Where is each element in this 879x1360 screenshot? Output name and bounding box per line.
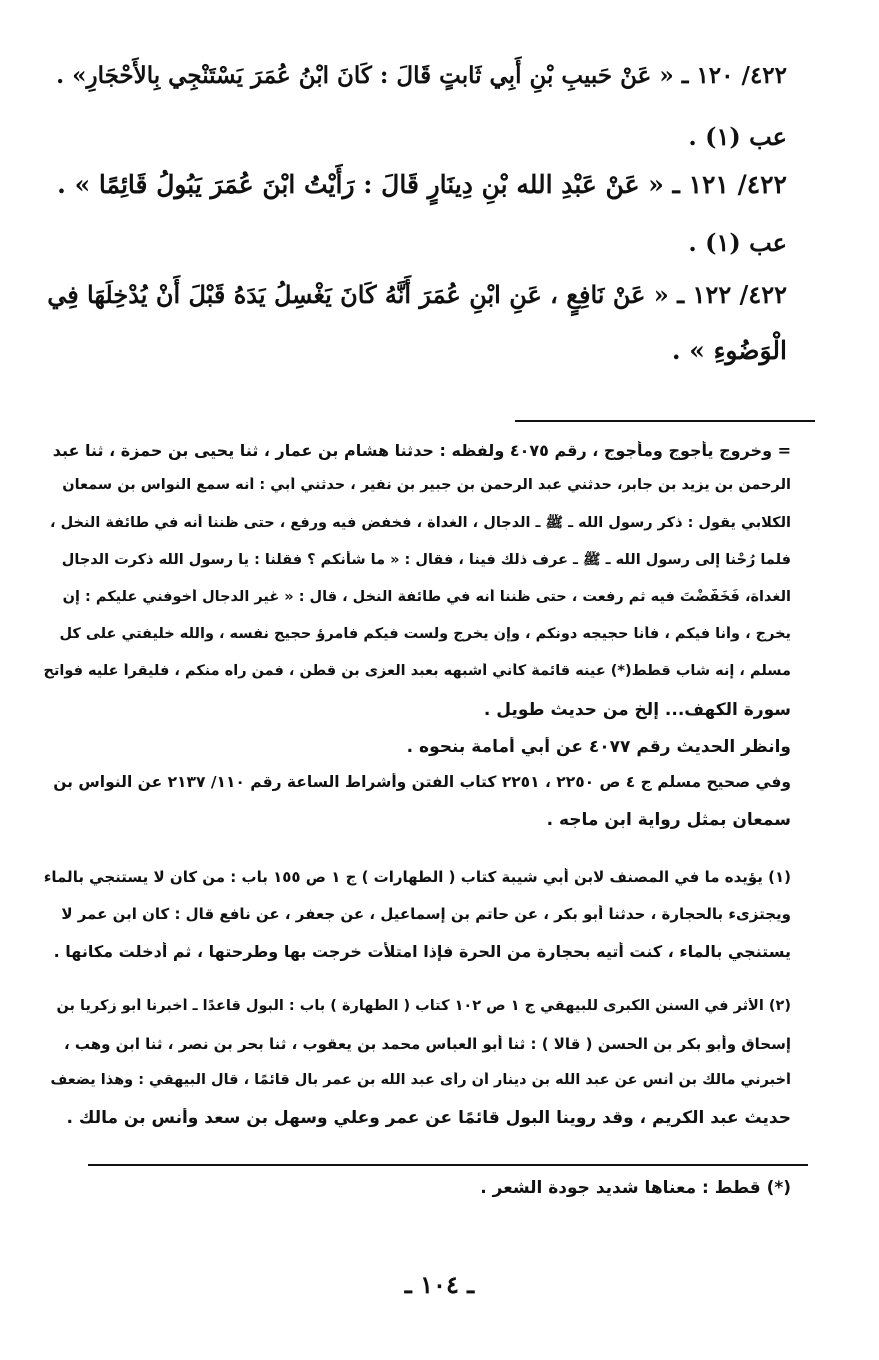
- footnote-line: فلما رُحْنا إلى رسول الله ـ ﷺ ـ عرف ذلك فينا ، فقال : « ما شأنكم ؟ فقلنا : يا رسول الله ذكرت الدجال: [61, 552, 791, 568]
- footnote-line: سورة الكهف... إلخ من حديث طويل .: [483, 700, 791, 720]
- hadith-121: ٤٢٢/ ١٢١ ـ « عَنْ عَبْدِ الله بْنِ دِينَارٍ قَالَ : رَأَيْتُ ابْنَ عُمَرَ يَبُولُ قَائِمًا » .: [57, 170, 787, 199]
- hadith-122-continued: الْوَضُوءِ » .: [671, 336, 787, 365]
- footnote-line: سمعان بمثل رواية ابن ماجه .: [546, 810, 791, 830]
- star-note-separator: [88, 1164, 808, 1166]
- footnote-2-line: أخبرني مالك بن أنس عن عبد الله بن دينار أن رأى عبد الله بن عمر بال قائمًا ، قال البيهقي : وهذا يضعف: [50, 1072, 791, 1088]
- footnote-line: الغداة، فَخَفَّضْتَ فيه ثم رفعت ، حتى ظننا أنه في طائفة النخل ، قال : « غير الدجال أخوفني عليكم : إن: [62, 589, 791, 605]
- star-note: (*) قطط : معناها شديد جودة الشعر .: [480, 1178, 791, 1198]
- page-number: ـ ١٠٤ ـ: [404, 1270, 475, 1299]
- footnote-line: مسلم ، إنه شاب قطط(*) عينه قائمة كأني أشبهه بعبد العزى بن قطن ، فمن رآه منكم ، فليقرأ عليه فواتح: [43, 663, 791, 679]
- footnote-line: = وخروج يأجوج ومأجوج ، رقم ٤٠٧٥ ولفظه : حدثنا هشام بن عمار ، ثنا يحيى بن حمزة ، ثنا عبد: [52, 441, 791, 460]
- footnote-2-line: حديث عبد الكريم ، وقد روينا البول قائمًا عن عمر وعلي وسهل بن سعد وأنس بن مالك .: [66, 1108, 791, 1128]
- footnote-line: وانظر الحديث رقم ٤٠٧٧ عن أبي أمامة بنحوه .: [406, 737, 791, 757]
- footnote-2-line: (٢) الأثر في السنن الكبرى للبيهقي ج ١ ص ١٠٢ كتاب ( الطهارة ) باب : البول قاعدًا ـ أخبرنا أبو زكريا بن: [56, 998, 791, 1014]
- footnote-1-line: (١) يؤيده ما في المصنف لابن أبي شيبة كتاب ( الطهارات ) ج ١ ص ١٥٥ باب : من كان لا يستنجي بالماء: [43, 868, 791, 886]
- footnote-separator: [515, 420, 815, 422]
- footnote-2-line: إسحاق وأبو بكر بن الحسن ( قالا ) : ثنا أبو العباس محمد بن يعقوب ، ثنا بحر بن نصر ، ثنا ابن وهب ،: [63, 1035, 791, 1053]
- hadith-120: ٤٢٢/ ١٢٠ ـ « عَنْ حَبيبِ بْنِ أَبِي ثَابتٍ قَالَ : كَانَ ابْنُ عُمَرَ يَسْتَنْجِي بِالأَحْجَارِ» .: [56, 62, 787, 89]
- hadith-122: ٤٢٢/ ١٢٢ ـ « عَنْ نَافِعٍ ، عَنِ ابْنِ عُمَرَ أَنَّهُ كَانَ يَغْسِلُ يَدَهُ قَبْلَ أَنْ يُدْخِلَهَا فِي: [47, 280, 787, 309]
- footnote-line: وفي صحيح مسلم ج ٤ ص ٢٢٥٠ ، ٢٢٥١ كتاب الفتن وأشراط الساعة رقم ١١٠/ ٢١٣٧ عن النواس بن: [53, 773, 791, 791]
- footnote-line: يخرج ، وأنا فيكم ، فأنا حجيجه دونكم ، وإن يخرج ولست فيكم فامرؤ حجيج نفسه ، والله خليفتي على كل: [59, 626, 791, 642]
- footnote-1-line: يستنجي بالماء ، كنت أتيه بحجارة من الحرة فإذا امتلأت خرجت بها وطرحتها ، ثم أدخلت مكانها .: [53, 942, 791, 961]
- footnote-line: الكلابي يقول : ذكر رسول الله ـ ﷺ ـ الدجال ، الغداة ، فخفض فيه ورفع ، حتى ظننا أنه في طائفة النخل ،: [50, 515, 791, 531]
- hadith-120-source: عب (١) .: [688, 122, 787, 151]
- hadith-121-source: عب (١) .: [688, 228, 787, 257]
- footnote-line: الرحمن بن يزيد بن جابر، حدثني عبد الرحمن بن جبير بن نفير ، حدثني أبي : أنه سمع النواس بن سمعان: [62, 477, 791, 493]
- footnote-1-line: ويجتزىء بالحجارة ، حدثنا أبو بكر ، عن حاتم بن إسماعيل ، عن جعفر ، عن نافع قال : كان ابن عمر لا: [61, 905, 791, 923]
